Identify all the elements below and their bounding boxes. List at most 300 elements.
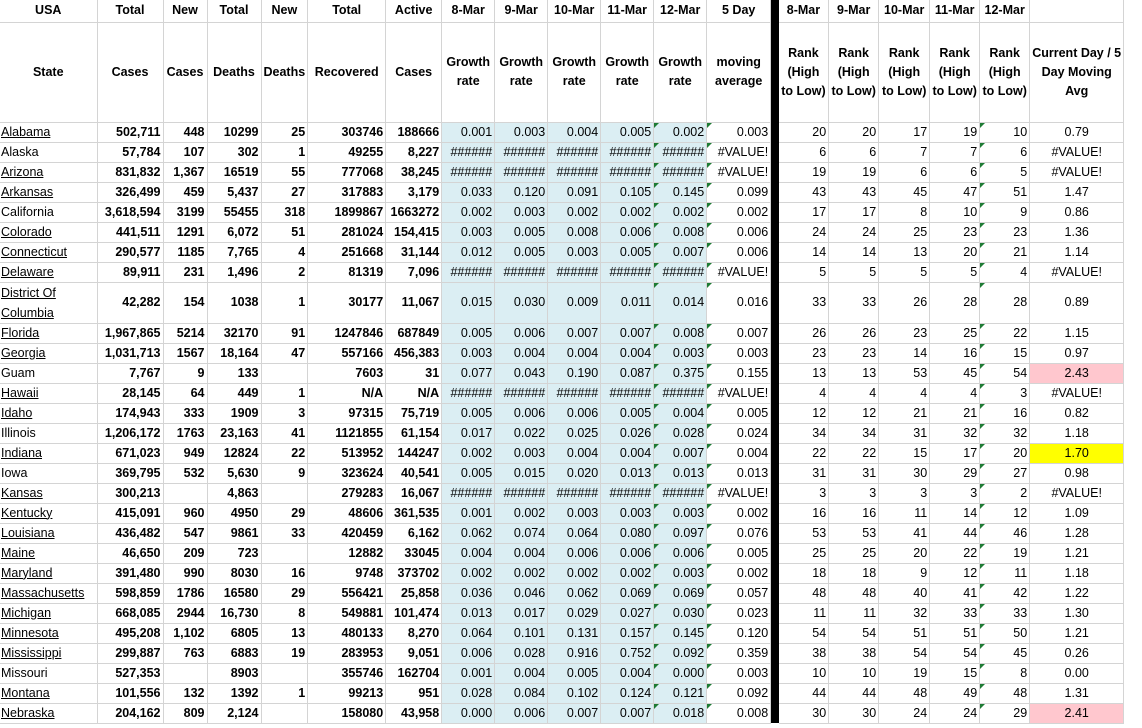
- cell-active-cases[interactable]: 6,162: [386, 523, 442, 543]
- cell-current-vs-avg[interactable]: 1.70: [1030, 443, 1124, 463]
- cell-rank-9-mar[interactable]: 43: [829, 182, 879, 202]
- cell-total-cases[interactable]: 7,767: [97, 363, 163, 383]
- header-rank-11-mar[interactable]: 11-Mar: [930, 0, 980, 22]
- cell-rank-12-mar[interactable]: 46: [980, 523, 1030, 543]
- cell-current-vs-avg[interactable]: 2.43: [1030, 363, 1124, 383]
- header-state[interactable]: USA: [0, 0, 97, 22]
- cell-total-deaths[interactable]: 6805: [207, 623, 261, 643]
- cell-rank-8-mar[interactable]: 10: [779, 663, 829, 683]
- cell-rank-8-mar[interactable]: 20: [779, 122, 829, 142]
- cell-active-cases[interactable]: N/A: [386, 383, 442, 403]
- cell-rank-11-mar[interactable]: 21: [930, 403, 980, 423]
- cell-rank-9-mar[interactable]: 54: [829, 623, 879, 643]
- cell-total-cases[interactable]: 300,213: [97, 483, 163, 503]
- cell-moving-average[interactable]: 0.092: [707, 683, 771, 703]
- cell-rank-8-mar[interactable]: 43: [779, 182, 829, 202]
- cell-rank-12-mar[interactable]: 21: [980, 242, 1030, 262]
- cell-total-deaths[interactable]: 8903: [207, 663, 261, 683]
- cell-growth-10-mar[interactable]: 0.131: [548, 623, 601, 643]
- cell-growth-12-mar[interactable]: 0.003: [654, 503, 707, 523]
- cell-growth-12-mar[interactable]: 0.006: [654, 543, 707, 563]
- cell-growth-11-mar[interactable]: 0.105: [601, 182, 654, 202]
- cell-new-deaths[interactable]: 13: [261, 623, 308, 643]
- cell-growth-9-mar[interactable]: ######: [495, 383, 548, 403]
- cell-rank-10-mar[interactable]: 3: [879, 483, 930, 503]
- cell-growth-9-mar[interactable]: 0.004: [495, 663, 548, 683]
- cell-rank-8-mar[interactable]: 22: [779, 443, 829, 463]
- cell-growth-10-mar[interactable]: 0.102: [548, 683, 601, 703]
- cell-new-deaths[interactable]: 1: [261, 142, 308, 162]
- cell-growth-8-mar[interactable]: 0.012: [442, 242, 495, 262]
- cell-growth-11-mar[interactable]: 0.026: [601, 423, 654, 443]
- cell-growth-11-mar[interactable]: 0.007: [601, 703, 654, 723]
- state-link[interactable]: Indiana: [0, 443, 97, 463]
- cell-new-deaths[interactable]: 27: [261, 182, 308, 202]
- column-header-growth-8-mar[interactable]: Growth rate: [442, 22, 495, 122]
- cell-rank-9-mar[interactable]: 19: [829, 162, 879, 182]
- column-header-growth-12-mar[interactable]: Growth rate: [654, 22, 707, 122]
- state-link[interactable]: Alabama: [0, 122, 97, 142]
- cell-growth-9-mar[interactable]: 0.030: [495, 282, 548, 323]
- cell-total-cases[interactable]: 671,023: [97, 443, 163, 463]
- cell-rank-10-mar[interactable]: 31: [879, 423, 930, 443]
- cell-growth-11-mar[interactable]: 0.004: [601, 343, 654, 363]
- cell-rank-10-mar[interactable]: 11: [879, 503, 930, 523]
- cell-total-recovered[interactable]: 1121855: [308, 423, 386, 443]
- cell-rank-8-mar[interactable]: 53: [779, 523, 829, 543]
- cell-total-deaths[interactable]: 6,072: [207, 222, 261, 242]
- state-link[interactable]: Michigan: [0, 603, 97, 623]
- cell-new-cases[interactable]: 1763: [163, 423, 207, 443]
- cell-growth-8-mar[interactable]: 0.003: [442, 222, 495, 242]
- cell-growth-12-mar[interactable]: 0.003: [654, 343, 707, 363]
- cell-growth-9-mar[interactable]: 0.017: [495, 603, 548, 623]
- header-rank-8-mar[interactable]: 8-Mar: [779, 0, 829, 22]
- cell-growth-11-mar[interactable]: 0.007: [601, 323, 654, 343]
- cell-rank-11-mar[interactable]: 33: [930, 603, 980, 623]
- cell-rank-9-mar[interactable]: 23: [829, 343, 879, 363]
- state-link[interactable]: Delaware: [0, 262, 97, 282]
- cell-growth-12-mar[interactable]: ######: [654, 383, 707, 403]
- cell-moving-average[interactable]: 0.057: [707, 583, 771, 603]
- cell-new-deaths[interactable]: 29: [261, 583, 308, 603]
- cell-rank-9-mar[interactable]: 3: [829, 483, 879, 503]
- cell-new-deaths[interactable]: 9: [261, 463, 308, 483]
- cell-rank-8-mar[interactable]: 12: [779, 403, 829, 423]
- cell-active-cases[interactable]: 11,067: [386, 282, 442, 323]
- cell-growth-11-mar[interactable]: 0.087: [601, 363, 654, 383]
- cell-growth-10-mar[interactable]: 0.005: [548, 663, 601, 683]
- cell-new-cases[interactable]: 949: [163, 443, 207, 463]
- cell-growth-9-mar[interactable]: 0.003: [495, 443, 548, 463]
- cell-growth-11-mar[interactable]: 0.002: [601, 202, 654, 222]
- cell-total-deaths[interactable]: 1392: [207, 683, 261, 703]
- cell-total-deaths[interactable]: 23,163: [207, 423, 261, 443]
- cell-rank-8-mar[interactable]: 17: [779, 202, 829, 222]
- state-link[interactable]: Hawaii: [0, 383, 97, 403]
- cell-rank-12-mar[interactable]: 28: [980, 282, 1030, 323]
- cell-total-cases[interactable]: 495,208: [97, 623, 163, 643]
- cell-rank-9-mar[interactable]: 34: [829, 423, 879, 443]
- header-growth-8-mar[interactable]: 8-Mar: [442, 0, 495, 22]
- cell-growth-11-mar[interactable]: 0.011: [601, 282, 654, 323]
- cell-current-vs-avg[interactable]: 1.15: [1030, 323, 1124, 343]
- cell-total-recovered[interactable]: 281024: [308, 222, 386, 242]
- cell-total-recovered[interactable]: 48606: [308, 503, 386, 523]
- cell-new-cases[interactable]: 1786: [163, 583, 207, 603]
- cell-new-cases[interactable]: 448: [163, 122, 207, 142]
- cell-growth-10-mar[interactable]: 0.004: [548, 443, 601, 463]
- cell-growth-8-mar[interactable]: ######: [442, 262, 495, 282]
- cell-growth-12-mar[interactable]: 0.028: [654, 423, 707, 443]
- cell-growth-11-mar[interactable]: 0.027: [601, 603, 654, 623]
- cell-rank-10-mar[interactable]: 41: [879, 523, 930, 543]
- cell-active-cases[interactable]: 373702: [386, 563, 442, 583]
- cell-total-cases[interactable]: 1,206,172: [97, 423, 163, 443]
- cell-new-deaths[interactable]: 29: [261, 503, 308, 523]
- cell-growth-10-mar[interactable]: ######: [548, 383, 601, 403]
- cell-new-cases[interactable]: 960: [163, 503, 207, 523]
- cell-current-vs-avg[interactable]: 1.47: [1030, 182, 1124, 202]
- cell-moving-average[interactable]: 0.002: [707, 503, 771, 523]
- cell-total-cases[interactable]: 101,556: [97, 683, 163, 703]
- cell-active-cases[interactable]: 33045: [386, 543, 442, 563]
- cell-active-cases[interactable]: 188666: [386, 122, 442, 142]
- cell-current-vs-avg[interactable]: #VALUE!: [1030, 483, 1124, 503]
- cell-rank-12-mar[interactable]: 4: [980, 262, 1030, 282]
- cell-total-deaths[interactable]: 133: [207, 363, 261, 383]
- cell-growth-12-mar[interactable]: 0.008: [654, 323, 707, 343]
- cell-total-recovered[interactable]: 49255: [308, 142, 386, 162]
- cell-active-cases[interactable]: 40,541: [386, 463, 442, 483]
- cell-active-cases[interactable]: 9,051: [386, 643, 442, 663]
- cell-total-deaths[interactable]: 5,437: [207, 182, 261, 202]
- cell-growth-12-mar[interactable]: 0.145: [654, 182, 707, 202]
- state-link[interactable]: Arkansas: [0, 182, 97, 202]
- cell-current-vs-avg[interactable]: 1.28: [1030, 523, 1124, 543]
- column-header-rank-9-mar[interactable]: Rank (High to Low): [829, 22, 879, 122]
- cell-growth-9-mar[interactable]: 0.101: [495, 623, 548, 643]
- column-header-growth-10-mar[interactable]: Growth rate: [548, 22, 601, 122]
- cell-total-deaths[interactable]: 10299: [207, 122, 261, 142]
- state-link[interactable]: Missouri: [0, 663, 97, 683]
- cell-growth-12-mar[interactable]: 0.008: [654, 222, 707, 242]
- cell-total-deaths[interactable]: 302: [207, 142, 261, 162]
- cell-growth-8-mar[interactable]: 0.006: [442, 643, 495, 663]
- cell-growth-12-mar[interactable]: 0.014: [654, 282, 707, 323]
- cell-new-deaths[interactable]: 33: [261, 523, 308, 543]
- column-header-growth-9-mar[interactable]: Growth rate: [495, 22, 548, 122]
- cell-growth-9-mar[interactable]: 0.003: [495, 202, 548, 222]
- cell-rank-8-mar[interactable]: 24: [779, 222, 829, 242]
- cell-total-cases[interactable]: 391,480: [97, 563, 163, 583]
- cell-growth-11-mar[interactable]: 0.004: [601, 443, 654, 463]
- cell-growth-9-mar[interactable]: 0.074: [495, 523, 548, 543]
- cell-growth-11-mar[interactable]: ######: [601, 483, 654, 503]
- header-total-recovered[interactable]: Total: [308, 0, 386, 22]
- cell-growth-11-mar[interactable]: 0.080: [601, 523, 654, 543]
- header-moving-average[interactable]: 5 Day: [707, 0, 771, 22]
- cell-growth-11-mar[interactable]: 0.004: [601, 663, 654, 683]
- cell-growth-12-mar[interactable]: 0.002: [654, 202, 707, 222]
- cell-total-deaths[interactable]: 12824: [207, 443, 261, 463]
- cell-rank-12-mar[interactable]: 15: [980, 343, 1030, 363]
- state-link[interactable]: California: [0, 202, 97, 222]
- cell-current-vs-avg[interactable]: 0.98: [1030, 463, 1124, 483]
- cell-total-cases[interactable]: 326,499: [97, 182, 163, 202]
- cell-rank-11-mar[interactable]: 19: [930, 122, 980, 142]
- cell-moving-average[interactable]: 0.024: [707, 423, 771, 443]
- cell-new-deaths[interactable]: 41: [261, 423, 308, 443]
- cell-total-recovered[interactable]: 7603: [308, 363, 386, 383]
- cell-new-cases[interactable]: 547: [163, 523, 207, 543]
- cell-rank-11-mar[interactable]: 44: [930, 523, 980, 543]
- cell-rank-9-mar[interactable]: 17: [829, 202, 879, 222]
- cell-growth-10-mar[interactable]: ######: [548, 262, 601, 282]
- cell-total-deaths[interactable]: 18,164: [207, 343, 261, 363]
- column-header-new-cases[interactable]: Cases: [163, 22, 207, 122]
- cell-moving-average[interactable]: 0.099: [707, 182, 771, 202]
- cell-total-deaths[interactable]: 4,863: [207, 483, 261, 503]
- column-header-rank-10-mar[interactable]: Rank (High to Low): [879, 22, 930, 122]
- cell-rank-8-mar[interactable]: 44: [779, 683, 829, 703]
- cell-moving-average[interactable]: 0.006: [707, 242, 771, 262]
- cell-rank-12-mar[interactable]: 5: [980, 162, 1030, 182]
- cell-growth-12-mar[interactable]: 0.003: [654, 563, 707, 583]
- cell-growth-12-mar[interactable]: ######: [654, 162, 707, 182]
- header-rank-12-mar[interactable]: 12-Mar: [980, 0, 1030, 22]
- cell-rank-8-mar[interactable]: 31: [779, 463, 829, 483]
- cell-total-cases[interactable]: 502,711: [97, 122, 163, 142]
- cell-rank-10-mar[interactable]: 6: [879, 162, 930, 182]
- header-current-vs-avg[interactable]: [1030, 0, 1124, 22]
- cell-new-deaths[interactable]: 47: [261, 343, 308, 363]
- cell-total-recovered[interactable]: 81319: [308, 262, 386, 282]
- cell-new-deaths[interactable]: 4: [261, 242, 308, 262]
- state-link[interactable]: Connecticut: [0, 242, 97, 262]
- cell-current-vs-avg[interactable]: 1.14: [1030, 242, 1124, 262]
- cell-growth-11-mar[interactable]: ######: [601, 162, 654, 182]
- cell-growth-9-mar[interactable]: ######: [495, 483, 548, 503]
- cell-total-cases[interactable]: 28,145: [97, 383, 163, 403]
- cell-growth-8-mar[interactable]: 0.033: [442, 182, 495, 202]
- state-link[interactable]: Arizona: [0, 162, 97, 182]
- cell-total-cases[interactable]: 174,943: [97, 403, 163, 423]
- cell-growth-9-mar[interactable]: 0.006: [495, 703, 548, 723]
- cell-rank-9-mar[interactable]: 38: [829, 643, 879, 663]
- cell-new-cases[interactable]: 9: [163, 363, 207, 383]
- cell-rank-11-mar[interactable]: 41: [930, 583, 980, 603]
- cell-rank-10-mar[interactable]: 15: [879, 443, 930, 463]
- cell-total-recovered[interactable]: 12882: [308, 543, 386, 563]
- cell-growth-9-mar[interactable]: 0.006: [495, 323, 548, 343]
- cell-current-vs-avg[interactable]: 1.30: [1030, 603, 1124, 623]
- cell-rank-10-mar[interactable]: 8: [879, 202, 930, 222]
- cell-rank-12-mar[interactable]: 20: [980, 443, 1030, 463]
- cell-growth-11-mar[interactable]: ######: [601, 142, 654, 162]
- cell-active-cases[interactable]: 154,415: [386, 222, 442, 242]
- cell-moving-average[interactable]: #VALUE!: [707, 383, 771, 403]
- cell-new-cases[interactable]: 1291: [163, 222, 207, 242]
- column-header-total-deaths[interactable]: Deaths: [207, 22, 261, 122]
- cell-rank-8-mar[interactable]: 6: [779, 142, 829, 162]
- state-link[interactable]: Illinois: [0, 423, 97, 443]
- cell-rank-9-mar[interactable]: 4: [829, 383, 879, 403]
- cell-rank-9-mar[interactable]: 30: [829, 703, 879, 723]
- header-rank-9-mar[interactable]: 9-Mar: [829, 0, 879, 22]
- cell-growth-10-mar[interactable]: 0.062: [548, 583, 601, 603]
- cell-total-deaths[interactable]: 723: [207, 543, 261, 563]
- cell-growth-8-mar[interactable]: 0.002: [442, 202, 495, 222]
- cell-rank-11-mar[interactable]: 12: [930, 563, 980, 583]
- cell-rank-11-mar[interactable]: 23: [930, 222, 980, 242]
- cell-growth-10-mar[interactable]: ######: [548, 142, 601, 162]
- cell-growth-8-mar[interactable]: 0.017: [442, 423, 495, 443]
- cell-total-cases[interactable]: 598,859: [97, 583, 163, 603]
- cell-growth-12-mar[interactable]: 0.069: [654, 583, 707, 603]
- cell-rank-11-mar[interactable]: 17: [930, 443, 980, 463]
- cell-current-vs-avg[interactable]: 0.00: [1030, 663, 1124, 683]
- cell-rank-9-mar[interactable]: 11: [829, 603, 879, 623]
- cell-moving-average[interactable]: 0.023: [707, 603, 771, 623]
- cell-moving-average[interactable]: 0.120: [707, 623, 771, 643]
- cell-rank-12-mar[interactable]: 32: [980, 423, 1030, 443]
- cell-new-deaths[interactable]: 91: [261, 323, 308, 343]
- cell-rank-9-mar[interactable]: 12: [829, 403, 879, 423]
- cell-total-deaths[interactable]: 4950: [207, 503, 261, 523]
- cell-moving-average[interactable]: 0.004: [707, 443, 771, 463]
- cell-growth-10-mar[interactable]: 0.020: [548, 463, 601, 483]
- cell-new-cases[interactable]: 532: [163, 463, 207, 483]
- cell-total-recovered[interactable]: N/A: [308, 383, 386, 403]
- cell-new-cases[interactable]: 1,367: [163, 162, 207, 182]
- cell-growth-10-mar[interactable]: 0.002: [548, 202, 601, 222]
- column-header-growth-11-mar[interactable]: Growth rate: [601, 22, 654, 122]
- cell-rank-11-mar[interactable]: 5: [930, 262, 980, 282]
- cell-active-cases[interactable]: 951: [386, 683, 442, 703]
- cell-total-recovered[interactable]: 1899867: [308, 202, 386, 222]
- cell-current-vs-avg[interactable]: 1.36: [1030, 222, 1124, 242]
- cell-rank-8-mar[interactable]: 54: [779, 623, 829, 643]
- cell-new-cases[interactable]: 154: [163, 282, 207, 323]
- cell-rank-9-mar[interactable]: 24: [829, 222, 879, 242]
- cell-rank-9-mar[interactable]: 16: [829, 503, 879, 523]
- cell-rank-10-mar[interactable]: 45: [879, 182, 930, 202]
- cell-rank-12-mar[interactable]: 8: [980, 663, 1030, 683]
- cell-current-vs-avg[interactable]: 1.09: [1030, 503, 1124, 523]
- cell-growth-11-mar[interactable]: 0.069: [601, 583, 654, 603]
- cell-total-recovered[interactable]: 480133: [308, 623, 386, 643]
- cell-total-deaths[interactable]: 8030: [207, 563, 261, 583]
- column-header-new-deaths[interactable]: Deaths: [261, 22, 308, 122]
- cell-growth-12-mar[interactable]: 0.030: [654, 603, 707, 623]
- cell-growth-8-mar[interactable]: 0.005: [442, 403, 495, 423]
- cell-rank-12-mar[interactable]: 12: [980, 503, 1030, 523]
- cell-growth-10-mar[interactable]: 0.007: [548, 323, 601, 343]
- cell-total-cases[interactable]: 89,911: [97, 262, 163, 282]
- header-active-cases[interactable]: Active: [386, 0, 442, 22]
- cell-rank-10-mar[interactable]: 40: [879, 583, 930, 603]
- column-header-current-vs-avg[interactable]: Current Day / 5 Day Moving Avg: [1030, 22, 1124, 122]
- cell-current-vs-avg[interactable]: 0.79: [1030, 122, 1124, 142]
- cell-new-deaths[interactable]: 1: [261, 683, 308, 703]
- cell-total-recovered[interactable]: 513952: [308, 443, 386, 463]
- cell-rank-12-mar[interactable]: 27: [980, 463, 1030, 483]
- header-growth-11-mar[interactable]: 11-Mar: [601, 0, 654, 22]
- cell-rank-11-mar[interactable]: 16: [930, 343, 980, 363]
- cell-total-recovered[interactable]: 317883: [308, 182, 386, 202]
- cell-moving-average[interactable]: 0.359: [707, 643, 771, 663]
- cell-new-deaths[interactable]: [261, 363, 308, 383]
- cell-growth-8-mar[interactable]: 0.077: [442, 363, 495, 383]
- cell-moving-average[interactable]: 0.076: [707, 523, 771, 543]
- cell-total-recovered[interactable]: 323624: [308, 463, 386, 483]
- cell-rank-12-mar[interactable]: 54: [980, 363, 1030, 383]
- cell-rank-8-mar[interactable]: 14: [779, 242, 829, 262]
- cell-growth-10-mar[interactable]: 0.006: [548, 403, 601, 423]
- cell-growth-10-mar[interactable]: 0.006: [548, 543, 601, 563]
- cell-growth-10-mar[interactable]: 0.064: [548, 523, 601, 543]
- cell-active-cases[interactable]: 162704: [386, 663, 442, 683]
- cell-growth-11-mar[interactable]: 0.157: [601, 623, 654, 643]
- cell-rank-9-mar[interactable]: 48: [829, 583, 879, 603]
- cell-new-cases[interactable]: 333: [163, 403, 207, 423]
- cell-rank-10-mar[interactable]: 48: [879, 683, 930, 703]
- cell-total-deaths[interactable]: 2,124: [207, 703, 261, 723]
- cell-new-deaths[interactable]: 8: [261, 603, 308, 623]
- cell-rank-9-mar[interactable]: 22: [829, 443, 879, 463]
- cell-rank-10-mar[interactable]: 17: [879, 122, 930, 142]
- cell-total-recovered[interactable]: 556421: [308, 583, 386, 603]
- state-link[interactable]: Minnesota: [0, 623, 97, 643]
- cell-active-cases[interactable]: 25,858: [386, 583, 442, 603]
- cell-new-deaths[interactable]: 16: [261, 563, 308, 583]
- cell-growth-10-mar[interactable]: 0.004: [548, 343, 601, 363]
- cell-rank-9-mar[interactable]: 31: [829, 463, 879, 483]
- cell-growth-8-mar[interactable]: 0.005: [442, 323, 495, 343]
- cell-new-cases[interactable]: 5214: [163, 323, 207, 343]
- cell-rank-12-mar[interactable]: 10: [980, 122, 1030, 142]
- cell-active-cases[interactable]: 7,096: [386, 262, 442, 282]
- cell-new-cases[interactable]: 763: [163, 643, 207, 663]
- cell-growth-8-mar[interactable]: 0.004: [442, 543, 495, 563]
- cell-new-cases[interactable]: 2944: [163, 603, 207, 623]
- cell-new-deaths[interactable]: 19: [261, 643, 308, 663]
- header-total-deaths[interactable]: Total: [207, 0, 261, 22]
- cell-growth-8-mar[interactable]: 0.062: [442, 523, 495, 543]
- state-link[interactable]: Kansas: [0, 483, 97, 503]
- cell-rank-11-mar[interactable]: 3: [930, 483, 980, 503]
- cell-rank-10-mar[interactable]: 25: [879, 222, 930, 242]
- cell-growth-9-mar[interactable]: 0.005: [495, 242, 548, 262]
- cell-rank-11-mar[interactable]: 10: [930, 202, 980, 222]
- cell-rank-8-mar[interactable]: 3: [779, 483, 829, 503]
- cell-growth-9-mar[interactable]: 0.084: [495, 683, 548, 703]
- cell-rank-9-mar[interactable]: 26: [829, 323, 879, 343]
- cell-current-vs-avg[interactable]: #VALUE!: [1030, 162, 1124, 182]
- cell-rank-11-mar[interactable]: 25: [930, 323, 980, 343]
- cell-active-cases[interactable]: 61,154: [386, 423, 442, 443]
- cell-moving-average[interactable]: 0.008: [707, 703, 771, 723]
- cell-total-recovered[interactable]: 30177: [308, 282, 386, 323]
- cell-growth-9-mar[interactable]: 0.120: [495, 182, 548, 202]
- cell-growth-12-mar[interactable]: 0.013: [654, 463, 707, 483]
- cell-rank-11-mar[interactable]: 15: [930, 663, 980, 683]
- cell-total-cases[interactable]: 1,967,865: [97, 323, 163, 343]
- cell-total-recovered[interactable]: 251668: [308, 242, 386, 262]
- cell-growth-12-mar[interactable]: 0.018: [654, 703, 707, 723]
- header-total-cases[interactable]: Total: [97, 0, 163, 22]
